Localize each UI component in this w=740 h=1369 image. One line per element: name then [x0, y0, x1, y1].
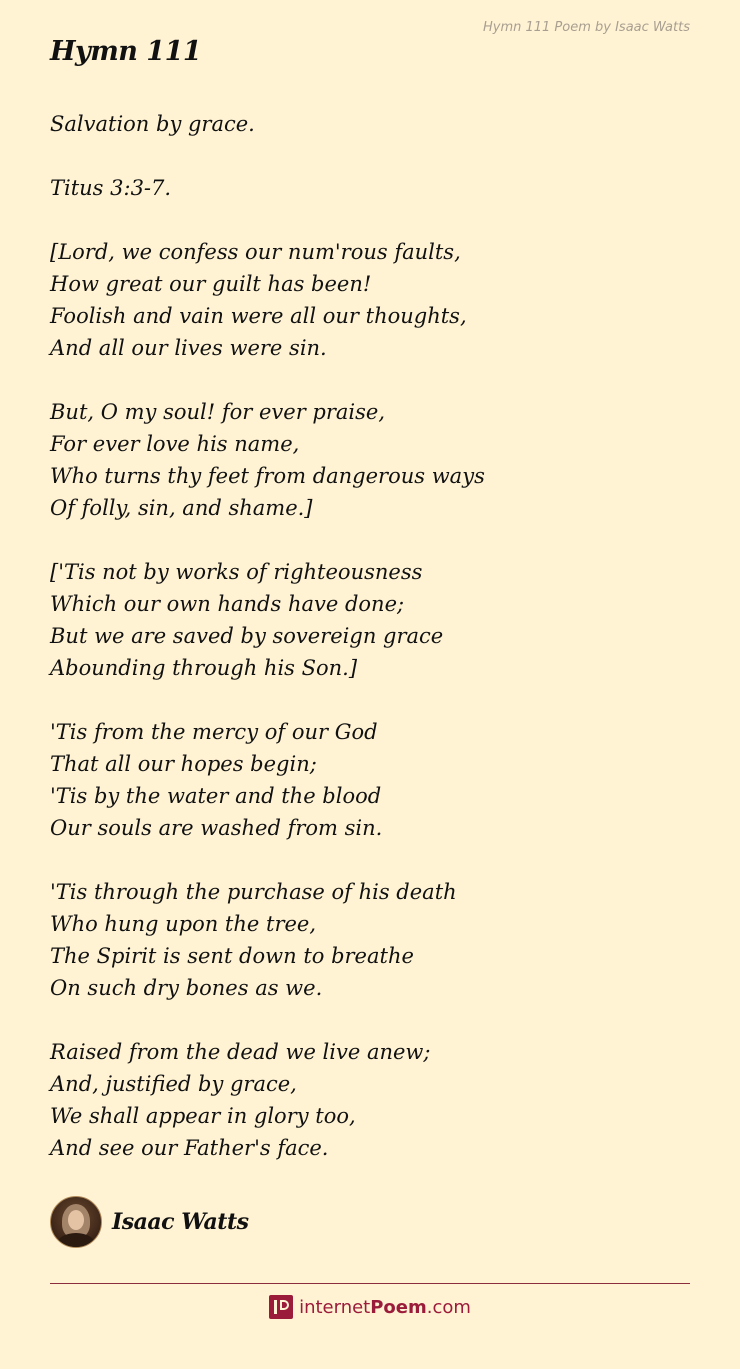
poem-line: How great our guilt has been!: [50, 272, 372, 296]
poem-line: Titus 3:3-7.: [50, 176, 172, 200]
brand-bold: Poem: [370, 1296, 427, 1318]
stanza: [50, 172, 690, 204]
poem-line: And all our lives were sin.: [50, 336, 327, 360]
poem-line: Abounding through his Son.]: [50, 656, 358, 680]
footer-divider: [50, 1283, 690, 1284]
poem-line: 'Tis from the mercy of our God: [50, 720, 378, 744]
poem-line: The Spirit is sent down to breathe: [50, 944, 414, 968]
poem-line: Who turns thy feet from dangerous ways: [50, 464, 485, 488]
stanza: [50, 108, 690, 140]
poem-line: Foolish and vain were all our thoughts,: [50, 304, 467, 328]
stanza: [50, 556, 690, 684]
stanza: [50, 876, 690, 1004]
stanza: [50, 716, 690, 844]
poem-line: Who hung upon the tree,: [50, 912, 317, 936]
stanza: [50, 236, 690, 364]
poem-title: Hymn 111: [50, 36, 202, 67]
brand-prefix: internet: [299, 1296, 371, 1318]
poem-line: On such dry bones as we.: [50, 976, 323, 1000]
poem-line: ['Tis not by works of righteousness: [50, 560, 423, 584]
poem-caption: Hymn 111 Poem by Isaac Watts: [482, 20, 690, 35]
stanza: [50, 396, 690, 524]
brand-suffix: .com: [426, 1296, 471, 1318]
poem-line: Raised from the dead we live anew;: [50, 1040, 431, 1064]
poem-line: We shall appear in glory too,: [50, 1104, 356, 1128]
poem-body: [50, 108, 690, 1196]
poem-line: Which our own hands have done;: [50, 592, 405, 616]
poem-line: Salvation by grace.: [50, 112, 255, 136]
poem-line: And see our Father's face.: [50, 1136, 329, 1160]
poem-line: But, O my soul! for ever praise,: [50, 400, 386, 424]
author-portrait-icon[interactable]: [50, 1196, 102, 1248]
poem-line: 'Tis by the water and the blood: [50, 784, 382, 808]
poem-line: For ever love his name,: [50, 432, 300, 456]
poem-line: But we are saved by sovereign grace: [50, 624, 444, 648]
poem-line: 'Tis through the purchase of his death: [50, 880, 457, 904]
footer-brand-link[interactable]: [0, 1295, 740, 1319]
author-row[interactable]: [50, 1196, 249, 1248]
poem-line: Our souls are washed from sin.: [50, 816, 383, 840]
poem-line: [Lord, we confess our num'rous faults,: [50, 240, 461, 264]
stanza: [50, 1036, 690, 1164]
poem-line: That all our hopes begin;: [50, 752, 317, 776]
poem-line: And, justified by grace,: [50, 1072, 297, 1096]
author-name[interactable]: Isaac Watts: [112, 1209, 249, 1235]
poem-line: Of folly, sin, and shame.]: [50, 496, 313, 520]
internetpoem-logo-icon: [269, 1295, 293, 1319]
